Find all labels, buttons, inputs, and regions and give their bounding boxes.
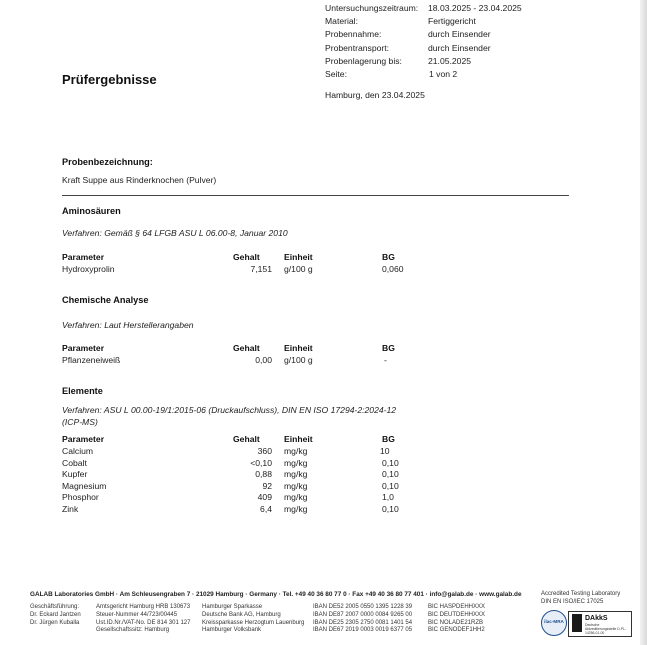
cell-bg: 0,10	[382, 469, 399, 480]
cell-einheit: mg/kg	[284, 492, 308, 503]
cell-bg: 0,060	[382, 264, 404, 274]
cell-parameter: Kupfer	[62, 469, 88, 480]
cell-gehalt: 0,88	[255, 469, 272, 480]
method-text: Verfahren: ASU L 00.00-19/1:2015-06 (Druckaufschluss), DIN EN ISO 17294-2:2024-12	[62, 405, 397, 415]
footer-col1-line: Dr. Jürgen Kuballa	[30, 619, 80, 626]
col-header-einheit: Einheit	[284, 252, 313, 262]
footer-col4-line: IBAN DE67 2019 0003 0019 6377 05	[313, 627, 413, 634]
dakks-mark	[572, 614, 582, 632]
footer-col3-line: Hamburger Volksbank	[202, 627, 262, 634]
cell-bg: 10	[380, 446, 390, 456]
cell-gehalt: 92	[262, 480, 272, 491]
col-header-bg: BG	[382, 434, 395, 444]
footer-col1-line: Geschäftsführung:	[30, 604, 80, 610]
footer-col2-line: Steuer-Nummer 44/723/00445	[96, 611, 178, 618]
footer-col5-line: BIC DEUTDEHHXXX	[428, 611, 486, 618]
cell-parameter: Magnesium	[62, 480, 107, 491]
cell-parameter: Zink	[62, 504, 79, 514]
footer-col4-line: IBAN DE52 2005 0550 1395 1228 39	[313, 604, 413, 610]
cell-bg: 1,0	[382, 492, 394, 503]
divider	[62, 195, 569, 196]
footer-col5-line: BIC HASPDEHHXXX	[428, 604, 486, 610]
meta-value: Fertiggericht	[428, 16, 476, 27]
dakks-logo-text: DAkkS	[585, 615, 608, 622]
sample-label: Probenbezeichnung:	[62, 157, 153, 167]
section-title: Elemente	[62, 386, 103, 396]
section-title: Chemische Analyse	[62, 295, 149, 305]
footer-col5-line: BIC GENODEF1HH2	[428, 627, 485, 634]
col-header-parameter: Parameter	[62, 343, 105, 353]
footer-col2-line: Ust.ID.Nr./VAT-No. DE 814 301 127	[96, 619, 191, 626]
cell-bg: 0,10	[382, 504, 399, 514]
meta-label: Untersuchungszeitraum:	[325, 3, 419, 13]
cell-einheit: mg/kg	[284, 446, 308, 456]
ilac-logo	[541, 610, 567, 636]
footer-col5-line: BIC NOLADE21RZB	[428, 619, 484, 626]
section-title: Aminosäuren	[62, 206, 121, 216]
col-header-gehalt: Gehalt	[233, 343, 260, 353]
meta-label: Material:	[325, 16, 358, 27]
cell-parameter: Phosphor	[62, 492, 99, 503]
cell-parameter: Calcium	[62, 446, 94, 456]
cell-bg: -	[384, 355, 387, 365]
cell-einheit: mg/kg	[284, 469, 308, 480]
method-text: Verfahren: Laut Herstellerangaben	[62, 320, 194, 330]
meta-label: Probennahme:	[325, 29, 382, 40]
dakks-logo-subtext: Deutsche Akkreditierungsstelle D-PL-14256-01-00	[585, 623, 627, 635]
col-header-gehalt: Gehalt	[233, 252, 260, 262]
page-edge-shadow	[640, 0, 647, 645]
dakks-logo	[568, 611, 632, 637]
method-text: Verfahren: Gemäß § 64 LFGB ASU L 06.00-8, Januar 2010	[62, 228, 288, 238]
footer-col4-line: IBAN DE25 2305 2750 0081 1401 54	[313, 619, 413, 626]
cell-gehalt: 360	[257, 446, 272, 456]
page-number: 1 von 2	[429, 69, 458, 79]
cell-einheit: mg/kg	[284, 504, 308, 514]
meta-value: 18.03.2025 - 23.04.2025	[428, 3, 522, 13]
cell-einheit: g/100 g	[284, 264, 313, 274]
meta-label: Probenlagerung bis:	[325, 55, 402, 66]
col-header-bg: BG	[382, 252, 395, 262]
meta-value: durch Einsender	[428, 42, 491, 53]
meta-value: 21.05.2025	[428, 55, 472, 66]
footer-col4-line: IBAN DE87 2007 0000 0084 9265 00	[313, 611, 413, 618]
col-header-parameter: Parameter	[62, 434, 105, 444]
ilac-logo-text: ilac-MRA	[544, 619, 564, 624]
col-header-bg: BG	[382, 343, 395, 353]
sample-name: Kraft Suppe aus Rinderknochen (Pulver)	[62, 175, 217, 185]
footer-company-line: GALAB Laboratories GmbH · Am Schleusengraben 7 · 21029 Hamburg · Germany · Tel. +49 40 36 80 77 0 · Fax +49 40 36 80 77 401 · info@galab.de · www.galab.de	[30, 591, 522, 598]
footer-col2-line: Amtsgericht Hamburg HRB 130673	[96, 604, 191, 610]
footer-col1-line: Dr. Eckard Jantzen	[30, 611, 81, 618]
accreditation-line-1: Accredited Testing Laboratory	[541, 591, 621, 597]
footer-col3-line: Deutsche Bank AG, Hamburg	[202, 611, 281, 618]
col-header-parameter: Parameter	[62, 252, 105, 262]
col-header-gehalt: Gehalt	[233, 434, 260, 444]
cell-gehalt: 409	[257, 492, 272, 503]
cell-gehalt: 7,151	[250, 264, 272, 274]
cell-gehalt: <0,10	[250, 457, 272, 468]
cell-parameter: Pflanzeneiweiß	[62, 355, 121, 365]
col-header-einheit: Einheit	[284, 343, 313, 353]
place-date: Hamburg, den 23.04.2025	[325, 90, 425, 100]
cell-bg: 0,10	[382, 457, 399, 468]
col-header-einheit: Einheit	[284, 434, 313, 444]
page-label: Seite:	[325, 69, 347, 79]
cell-einheit: mg/kg	[284, 480, 308, 491]
cell-einheit: mg/kg	[284, 457, 308, 468]
cell-parameter: Hydroxyprolin	[62, 264, 115, 274]
meta-label: Probentransport:	[325, 42, 390, 53]
cell-gehalt: 6,4	[260, 504, 272, 514]
page-title: Prüfergebnisse	[62, 72, 157, 87]
cell-bg: 0,10	[382, 480, 399, 491]
footer-col3-line: Hamburger Sparkasse	[202, 604, 263, 610]
footer-col2-line: Gesellschaftssitz: Hamburg	[96, 627, 170, 634]
cell-gehalt: 0,00	[255, 355, 272, 365]
meta-value: durch Einsender	[428, 29, 491, 40]
method-text-cont: (ICP-MS)	[62, 417, 98, 427]
cell-einheit: g/100 g	[284, 355, 313, 365]
footer-col3-line: Kreissparkasse Herzogtum Lauenburg	[202, 619, 305, 626]
cell-parameter: Cobalt	[62, 457, 87, 468]
accreditation-line-2: DIN EN ISO/IEC 17025	[541, 599, 604, 605]
